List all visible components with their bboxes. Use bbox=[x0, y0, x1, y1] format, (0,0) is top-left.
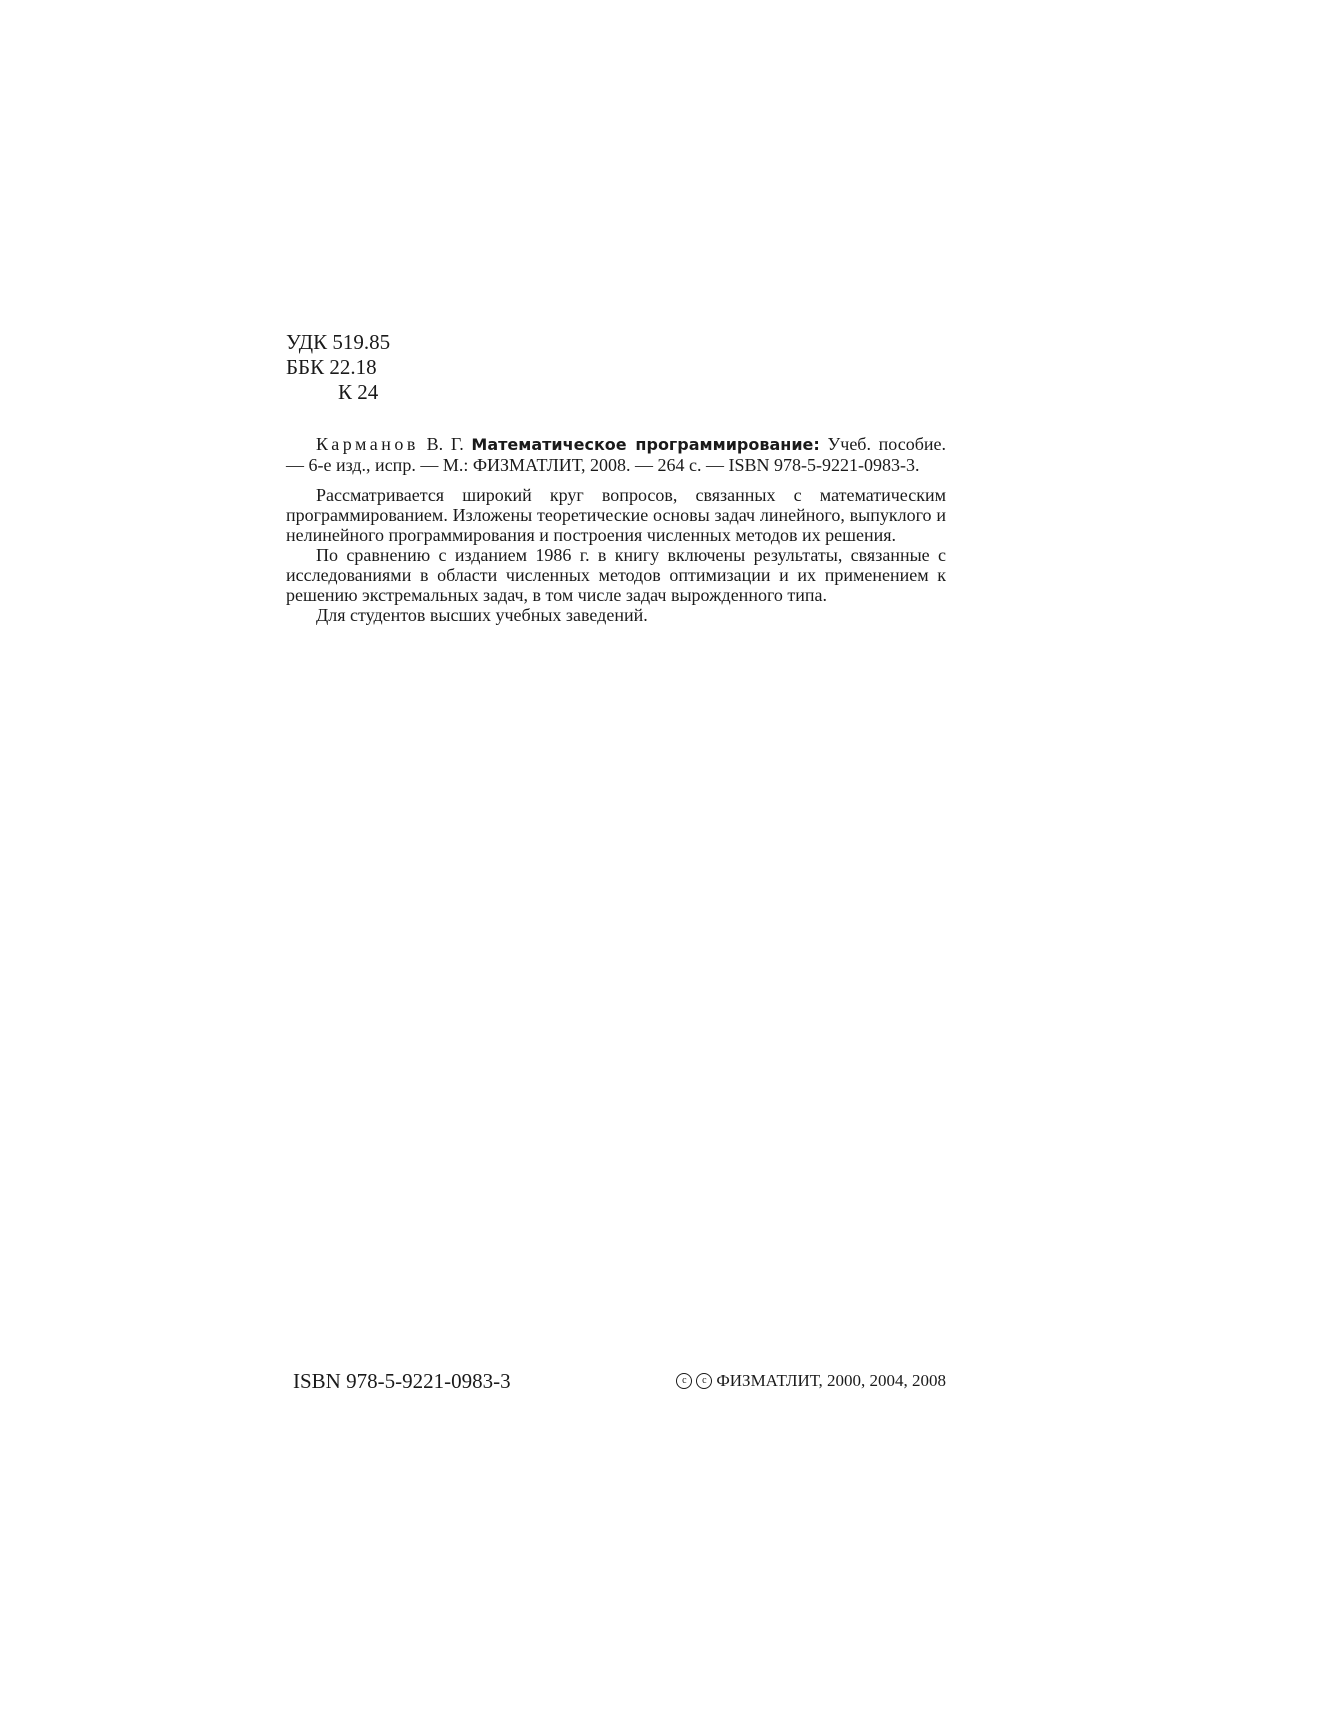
publication-details: Учеб. пособие. — 6-е изд., испр. — М.: ФИЗМАТЛИТ, 2008. — 264 с. — ISBN 978-5-9221-0983-3. bbox=[286, 434, 947, 475]
annotation-block bbox=[286, 434, 946, 625]
isbn-number: ISBN 978-5-9221-0983-3 bbox=[293, 1369, 511, 1393]
bbk-code: ББК 22.18 bbox=[286, 355, 377, 379]
author-initials: В. Г. bbox=[426, 434, 464, 454]
bibliographic-record bbox=[286, 434, 946, 475]
author-surname: Карманов bbox=[316, 434, 419, 454]
udk-code: УДК 519.85 bbox=[286, 330, 391, 354]
abstract-paragraph: Рассматривается широкий круг вопросов, связанных с математическим программированием. Изложены теоретические основы задач линейного, выпуклого и нелинейного программирования и построения численных методов их решения. bbox=[286, 485, 946, 545]
abstract-paragraph: По сравнению с изданием 1986 г. в книгу включены результаты, связанные с исследованиями в области численных методов оптимизации и их применением к решению экстремальных задач, в том числе задач вырожденного типа. bbox=[286, 545, 946, 605]
author-mark: К 24 bbox=[338, 380, 379, 404]
abstract-paragraph: Для студентов высших учебных заведений. bbox=[316, 605, 648, 625]
book-title: Математическое программирование: bbox=[471, 435, 820, 454]
classification-codes bbox=[286, 330, 390, 405]
copyright-line bbox=[676, 1371, 946, 1391]
copyright-icon: c bbox=[696, 1373, 712, 1389]
copyright-icon: c bbox=[676, 1373, 692, 1389]
copyright-holder: ФИЗМАТЛИТ, 2000, 2004, 2008 bbox=[716, 1371, 946, 1390]
